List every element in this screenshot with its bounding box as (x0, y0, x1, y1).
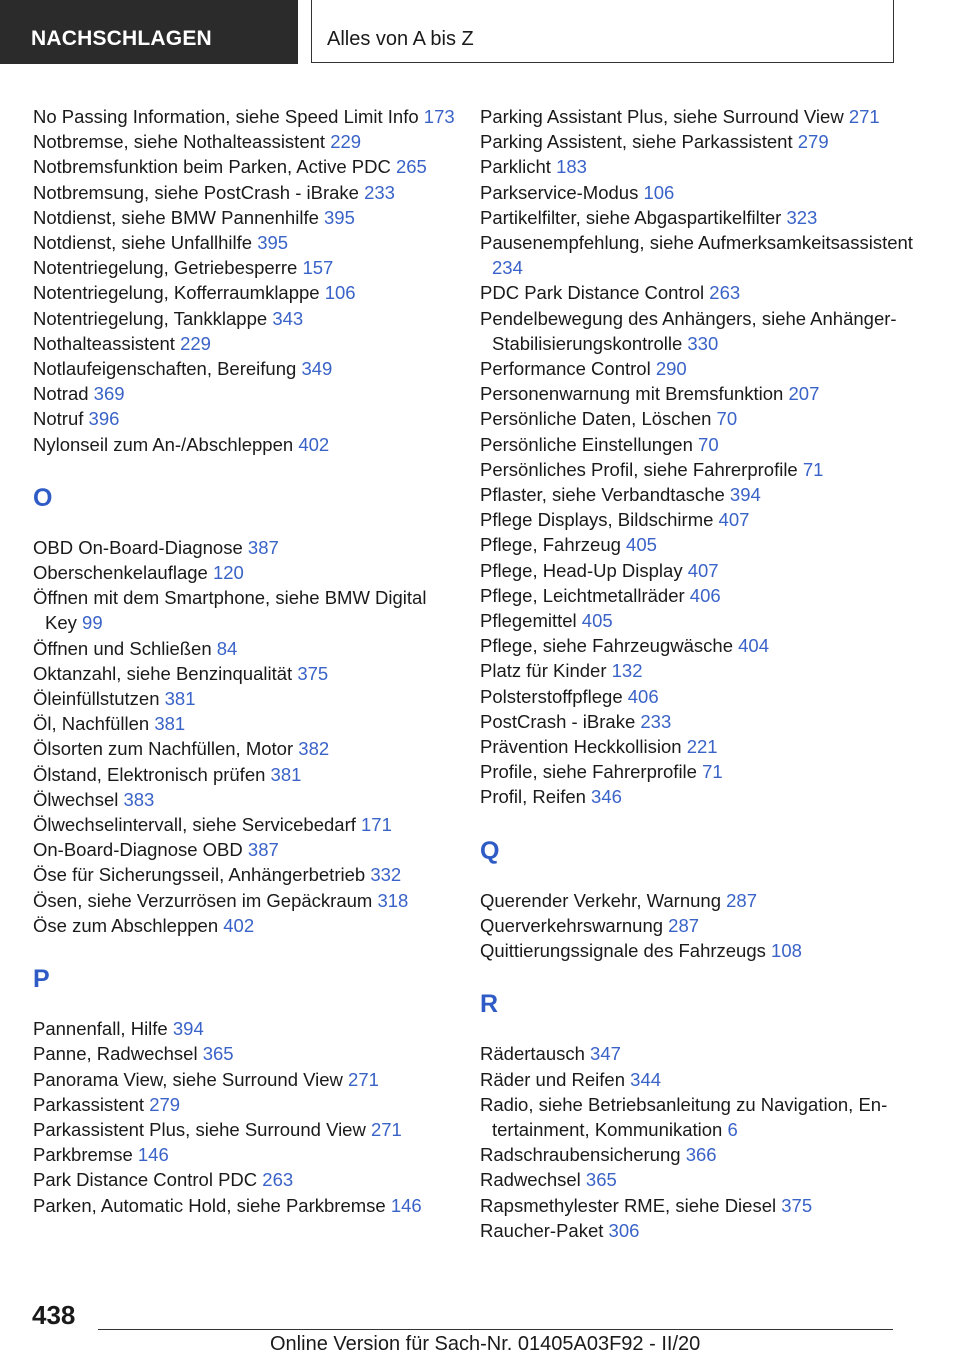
index-entry-text: Notbremsfunktion beim Parken, Active PDC (33, 156, 391, 178)
page-reference-link[interactable]: 375 (297, 662, 329, 684)
index-entry-text: Parkassistent (33, 1093, 145, 1115)
index-entry (33, 306, 463, 331)
index-entry-text: Persönliches Profil, siehe Fahrerprofile (480, 458, 798, 480)
index-entry-text: Pflege, Fahrzeug (480, 534, 621, 556)
index-entry-text: Panorama View, siehe Surround View (33, 1068, 343, 1090)
index-entry-text: Rapsmethylester RME, siehe Diesel (480, 1194, 777, 1216)
index-letter-heading: P (33, 965, 50, 994)
index-entry (480, 784, 920, 809)
index-entry-text: Pflege, siehe Fahrzeugwäsche (480, 635, 733, 657)
index-entry (33, 661, 463, 686)
index-entry-text: Nothalteassistent (33, 332, 175, 354)
index-entry (480, 684, 920, 709)
index-entry-text: Rädertausch (480, 1043, 585, 1065)
index-entry (480, 482, 920, 507)
index-entry-text: Ölwechsel (33, 788, 119, 810)
index-entry-text: Pflege Displays, Bildschirme (480, 509, 714, 531)
index-entry (480, 608, 920, 633)
page-reference-link[interactable]: 383 (123, 788, 155, 810)
index-entry-text: Notlaufeigenschaften, Bereifung (33, 358, 297, 380)
index-entry-text: Notrad (33, 383, 89, 405)
index-entry (480, 406, 920, 431)
index-entry-text: Platz für Kinder (480, 660, 607, 682)
page-reference-link[interactable]: 406 (689, 584, 721, 606)
index-entry (33, 1167, 463, 1192)
index-entry (33, 280, 463, 305)
index-entry-text: Querverkehrswarnung (480, 914, 664, 936)
page-reference-link[interactable]: 171 (361, 814, 392, 836)
page-reference-link[interactable]: 402 (298, 433, 330, 455)
page-reference-link[interactable]: 394 (172, 1018, 204, 1040)
index-entry (33, 1142, 463, 1167)
page-reference-link[interactable]: 375 (781, 1194, 813, 1216)
page-number: 438 (32, 1300, 76, 1330)
index-entry (33, 535, 463, 560)
index-entry (33, 406, 463, 431)
page-reference-link[interactable]: 146 (390, 1194, 422, 1216)
index-entry-text: Pflaster, siehe Verbandtasche (480, 484, 725, 506)
page-reference-link[interactable]: 405 (581, 610, 613, 632)
index-entry (33, 356, 463, 381)
index-entry-text: OBD On-Board-Diagnose (33, 536, 243, 558)
page-reference-link[interactable]: 106 (643, 181, 675, 203)
index-entry (33, 1092, 463, 1117)
index-entry (480, 280, 920, 305)
index-entry-text: Partikelfilter, siehe Abgaspartikelfilter (480, 206, 782, 228)
index-entry (33, 331, 463, 356)
index-entry-text: No Passing Information, siehe Speed Limit Info (33, 106, 419, 127)
index-entry (33, 585, 463, 635)
index-entry (33, 381, 463, 406)
page-reference-link[interactable]: 84 (216, 637, 238, 659)
page-reference-link[interactable]: 387 (247, 839, 279, 861)
index-entry-text: Pausenempfehlung, siehe Aufmerksamkeitsassistent (480, 232, 913, 254)
page-reference-link[interactable]: 279 (797, 131, 829, 153)
page-reference-link[interactable]: 407 (718, 509, 750, 531)
index-entry-text: On-Board-Diagnose OBD (33, 839, 243, 861)
index-entry-text: Ölwechselintervall, siehe Servicebedarf (33, 814, 356, 836)
page-reference-link[interactable]: 346 (591, 786, 622, 808)
page-reference-link[interactable]: 271 (848, 106, 880, 127)
index-entry-text: Öse für Sicherungsseil, Anhängerbetrieb (33, 864, 366, 886)
index-entry-text: Öleinfüllstutzen (33, 688, 160, 710)
page-reference-link[interactable]: 71 (802, 458, 824, 480)
page-reference-link[interactable]: 332 (370, 864, 402, 886)
page-reference-link[interactable]: 106 (324, 282, 356, 304)
index-entry (480, 658, 920, 683)
page-reference-link[interactable]: 120 (212, 562, 244, 584)
page-reference-link[interactable]: 279 (149, 1093, 181, 1115)
page-reference-link[interactable]: 287 (726, 889, 757, 911)
index-entry (480, 734, 920, 759)
page-reference-link[interactable]: 207 (788, 383, 820, 405)
index-entry-text: Notbremse, siehe Nothalteassistent (33, 131, 326, 153)
index-entry-text: Pflegemittel (480, 610, 577, 632)
page-reference-link[interactable]: 173 (423, 106, 455, 127)
online-version-note: Online Version für Sach-Nr. 01405A03F92 - II/20 (270, 1333, 701, 1355)
page-reference-link[interactable]: 369 (93, 383, 125, 405)
index-entry (480, 1067, 920, 1092)
index-entry-text: Parkbremse (33, 1144, 133, 1166)
index-entry-text: Öl, Nachfüllen (33, 713, 150, 735)
index-entry (33, 230, 463, 255)
page-reference-link[interactable]: 396 (88, 408, 120, 430)
index-entry (480, 583, 920, 608)
index-entry-text: Notdienst, siehe Unfallhilfe (33, 232, 253, 254)
page-reference-link[interactable]: 221 (686, 736, 718, 758)
page-reference-link[interactable]: 382 (298, 738, 330, 760)
index-entry (480, 1193, 920, 1218)
index-entry (33, 560, 463, 585)
page-reference-link[interactable]: 323 (786, 206, 818, 228)
page-reference-link[interactable]: 349 (301, 358, 333, 380)
index-entry-text: Parking Assistent, siehe Parkassistent (480, 131, 793, 153)
page-reference-link[interactable]: 183 (556, 156, 587, 178)
page-reference-link[interactable]: 132 (611, 660, 643, 682)
page-reference-link[interactable]: 271 (370, 1118, 402, 1140)
index-entry (33, 1117, 463, 1142)
index-entry-text: Raucher-Paket (480, 1219, 604, 1241)
index-entry-text: Querender Verkehr, Warnung (480, 889, 721, 911)
index-entry-text: Ösen, siehe Verzurrösen im Gepäckraum (33, 889, 373, 911)
index-entry-text: Oberschenkelauflage (33, 562, 208, 584)
index-entry (480, 381, 920, 406)
index-entry-text: Personenwarnung mit Bremsfunktion (480, 383, 784, 405)
index-entry (33, 1067, 463, 1092)
index-entry-text: Notbremsung, siehe PostCrash - iBrake (33, 181, 359, 203)
index-entry (480, 457, 920, 482)
page-reference-link[interactable]: 344 (630, 1068, 662, 1090)
index-entry (480, 306, 920, 356)
index-entry (33, 888, 463, 913)
page-reference-link[interactable]: 381 (164, 688, 196, 710)
page-reference-link[interactable]: 71 (702, 761, 723, 783)
index-entry (33, 104, 463, 129)
index-entry (480, 709, 920, 734)
index-entry (33, 1016, 463, 1041)
page-reference-link[interactable]: 233 (364, 181, 395, 203)
index-entry (33, 787, 463, 812)
index-entry (33, 812, 463, 837)
page-reference-link[interactable]: 394 (729, 484, 761, 506)
index-entry (480, 230, 920, 280)
index-entry-text: Öffnen und Schließen (33, 637, 212, 659)
index-entry-text: Notentriegelung, Tankklappe (33, 307, 268, 329)
page-title: Alles von A bis Z (327, 28, 474, 50)
index-letter-heading: R (480, 990, 499, 1019)
page-reference-link[interactable]: 381 (154, 713, 186, 735)
index-entry-text: Ölsorten zum Nachfüllen, Motor (33, 738, 294, 760)
index-entry (480, 180, 920, 205)
index-entry (33, 432, 463, 457)
index-entry-text: Parkassistent Plus, siehe Surround View (33, 1118, 366, 1140)
index-entry (33, 686, 463, 711)
page-reference-link[interactable]: 229 (180, 332, 211, 354)
index-entry-text: Park Distance Control PDC (33, 1169, 258, 1191)
page-reference-link[interactable]: 263 (262, 1169, 294, 1191)
index-entry (33, 255, 463, 280)
page-reference-link[interactable]: 407 (687, 559, 719, 581)
index-column-right (480, 104, 920, 1243)
page-reference-link[interactable]: 402 (223, 914, 255, 936)
index-entry-text: Pendelbewegung des Anhängers, siehe Anhänger-Stabilisierungskontrolle (480, 307, 897, 354)
index-entry (480, 507, 920, 532)
index-entry (480, 759, 920, 784)
index-entry-text: Profile, siehe Fahrerprofile (480, 761, 697, 783)
index-entry-text: Parkservice-Modus (480, 181, 639, 203)
index-entry-text: Notruf (33, 408, 84, 430)
page-reference-link[interactable]: 395 (324, 206, 355, 228)
index-entry-text: Panne, Radwechsel (33, 1043, 198, 1065)
index-entry (480, 154, 920, 179)
index-entry (33, 711, 463, 736)
index-entry-text: PDC Park Distance Control (480, 282, 705, 304)
index-entry (480, 1218, 920, 1243)
index-entry (33, 636, 463, 661)
index-entry-text: PostCrash - iBrake (480, 710, 636, 732)
index-entry (480, 1092, 920, 1142)
page-reference-link[interactable]: 381 (270, 763, 302, 785)
footer-divider (98, 1329, 893, 1330)
index-entry-text: Oktanzahl, siehe Benzinqualität (33, 662, 293, 684)
index-entry-text: Parklicht (480, 156, 551, 178)
page-reference-link[interactable]: 263 (709, 282, 741, 304)
index-entry (33, 837, 463, 862)
index-entry (480, 205, 920, 230)
index-entry-text: Notdienst, siehe BMW Pannenhilfe (33, 206, 319, 228)
index-entry (33, 205, 463, 230)
page-reference-link[interactable]: 70 (716, 408, 738, 430)
index-entry-text: Pflege, Head-Up Display (480, 559, 683, 581)
section-title: NACHSCHLAGEN (31, 27, 212, 50)
index-entry-text: Ölstand, Elektronisch prüfen (33, 763, 266, 785)
index-entry-text: Parking Assistant Plus, siehe Surround View (480, 106, 844, 127)
page-reference-link[interactable]: 265 (395, 156, 427, 178)
index-entry-text: Pannenfall, Hilfe (33, 1018, 168, 1040)
index-entry-text: Performance Control (480, 358, 651, 380)
index-entry-text: Räder und Reifen (480, 1068, 626, 1090)
page-reference-link[interactable]: 233 (640, 710, 672, 732)
page-reference-link[interactable]: 229 (330, 131, 362, 153)
index-letter-heading: O (33, 483, 53, 512)
index-entry (33, 762, 463, 787)
index-entry (480, 104, 920, 129)
page-reference-link[interactable]: 234 (492, 257, 523, 279)
index-entry-text: Persönliche Daten, Löschen (480, 408, 712, 430)
index-entry-text: Öse zum Abschleppen (33, 914, 219, 936)
index-entry (33, 154, 463, 179)
index-entry-text: Nylonseil zum An-/Abschleppen (33, 433, 294, 455)
page-reference-link[interactable]: 70 (698, 433, 719, 455)
index-column-left (33, 104, 463, 1218)
page-reference-link[interactable]: 365 (585, 1169, 617, 1191)
index-entry (33, 736, 463, 761)
index-entry-text: Polsterstoffpflege (480, 685, 623, 707)
page-reference-link[interactable]: 108 (771, 940, 802, 962)
index-entry-text: Notentriegelung, Getriebesperre (33, 257, 298, 279)
index-entry-text: Profil, Reifen (480, 786, 586, 808)
index-entry (480, 1167, 920, 1192)
index-entry-text: Prävention Heckkollision (480, 736, 682, 758)
index-entry-text: Öffnen mit dem Smartphone, siehe BMW Digital Key (33, 587, 427, 634)
page-reference-link[interactable]: 6 (727, 1118, 738, 1140)
page-reference-link[interactable]: 290 (655, 358, 687, 380)
page-reference-link[interactable]: 387 (247, 536, 279, 558)
index-letter-heading: Q (480, 836, 500, 865)
page-reference-link[interactable]: 306 (608, 1219, 640, 1241)
index-entry (480, 432, 920, 457)
page-reference-link[interactable]: 99 (82, 612, 103, 634)
index-entry (33, 129, 463, 154)
index-entry (33, 913, 463, 938)
index-entry (480, 532, 920, 557)
page-reference-link[interactable]: 404 (738, 635, 769, 657)
index-entry (480, 938, 920, 963)
page-reference-link[interactable]: 365 (202, 1043, 234, 1065)
index-entry (480, 913, 920, 938)
index-entry (480, 558, 920, 583)
index-entry (480, 1041, 920, 1066)
index-entry-text: Notentriegelung, Kofferraumklappe (33, 282, 320, 304)
index-entry-text: Persönliche Einstellungen (480, 433, 693, 455)
index-entry (33, 1193, 463, 1218)
page-reference-link[interactable]: 318 (377, 889, 409, 911)
index-entry (33, 862, 463, 887)
index-entry (33, 1041, 463, 1066)
index-entry-text: Quittierungssignale des Fahrzeugs (480, 940, 766, 962)
index-entry (480, 633, 920, 658)
index-entry-text: Radio, siehe Betriebsanleitung zu Navigation, Entertainment, Kommunikation (480, 1093, 888, 1140)
index-entry-text: Radschraubensicherung (480, 1144, 681, 1166)
index-entry (480, 888, 920, 913)
index-entry-text: Parken, Automatic Hold, siehe Parkbremse (33, 1194, 386, 1216)
page-reference-link[interactable]: 330 (687, 332, 719, 354)
index-entry (480, 129, 920, 154)
page-reference-link[interactable]: 366 (685, 1144, 717, 1166)
index-entry (480, 356, 920, 381)
page-reference-link[interactable]: 347 (590, 1043, 621, 1065)
section-tab (0, 0, 298, 64)
index-entry-text: Radwechsel (480, 1169, 581, 1191)
index-entry-text: Pflege, Leichtmetallräder (480, 584, 685, 606)
index-entry (480, 1142, 920, 1167)
page-reference-link[interactable]: 395 (257, 232, 289, 254)
page-reference-link[interactable]: 406 (627, 685, 659, 707)
page-reference-link[interactable]: 146 (137, 1144, 169, 1166)
page-reference-link[interactable]: 405 (626, 534, 657, 556)
page-reference-link[interactable]: 271 (348, 1068, 379, 1090)
page-reference-link[interactable]: 157 (302, 257, 334, 279)
page-reference-link[interactable]: 287 (668, 914, 700, 936)
index-entry (33, 180, 463, 205)
page-reference-link[interactable]: 343 (272, 307, 304, 329)
page-header (311, 0, 894, 63)
